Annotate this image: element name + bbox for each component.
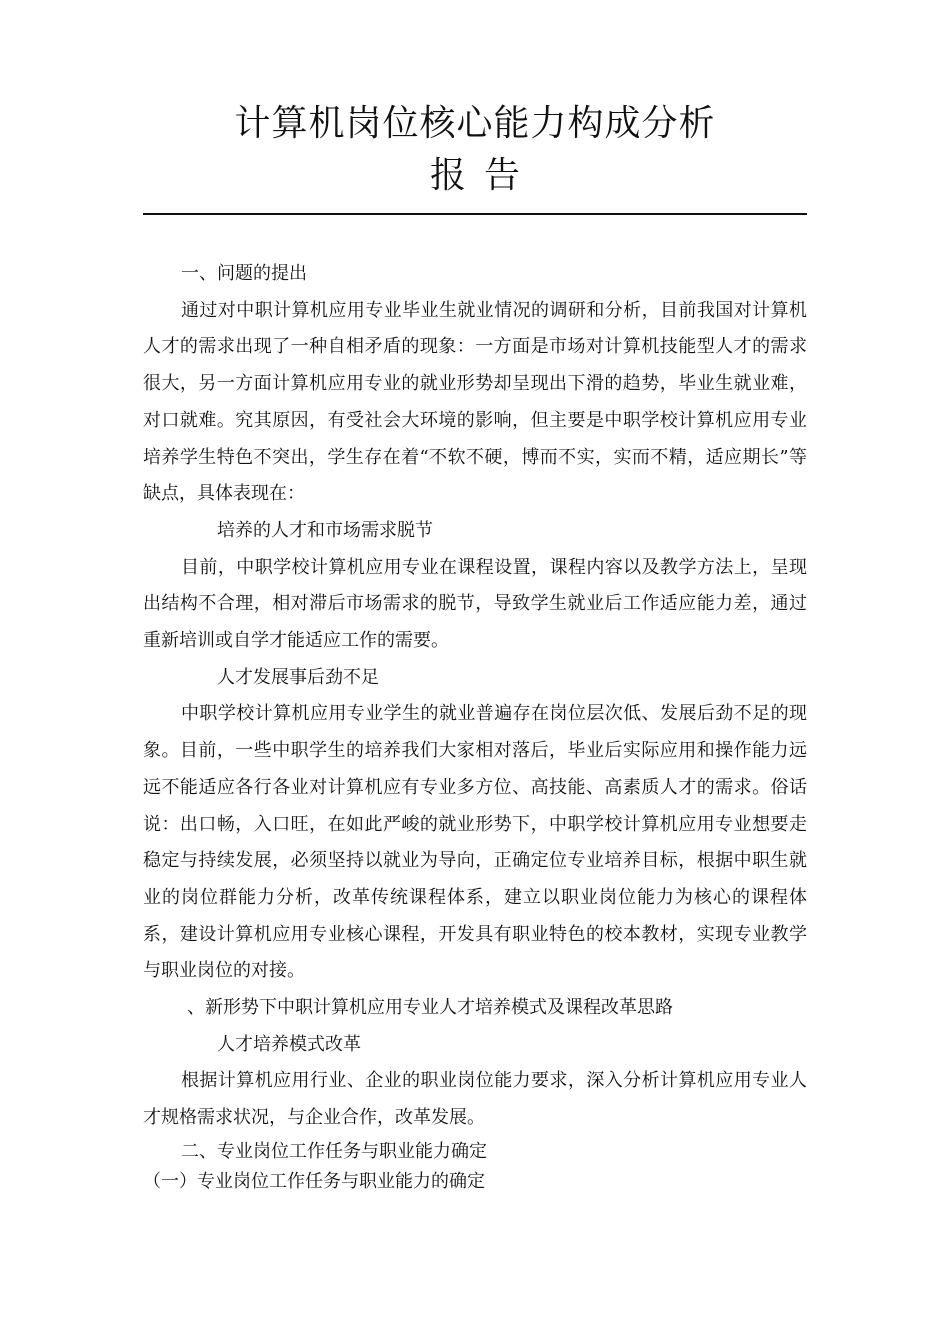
document-title: 计算机岗位核心能力构成分析	[234, 103, 716, 144]
subheading: 人才培养模式改革	[217, 1033, 361, 1055]
subsection-heading: （一）专业岗位工作任务与职业能力的确定	[143, 1170, 485, 1192]
subheading: 培养的人才和市场需求脱节	[217, 519, 433, 541]
section-heading-2: 二、专业岗位工作任务与职业能力确定	[181, 1140, 487, 1162]
paragraph: 根据计算机应用行业、企业的职业岗位能力要求，深入分析计算机应用专业人才规格需求状况，与企业合作，改革发展。	[143, 1070, 807, 1129]
title-divider	[143, 213, 807, 215]
document-subtitle: 报告	[429, 155, 538, 196]
paragraph: 目前，中职学校计算机应用专业在课程设置，课程内容以及教学方法上，呈现出结构不合理，相对滞后市场需求的脱节，导致学生就业后工作适应能力差，通过重新培训或自学才能适应工作的需要。	[143, 556, 807, 652]
document-body	[143, 256, 807, 1197]
section-heading-1: 一、问题的提出	[181, 263, 307, 284]
paragraph: 通过对中职计算机应用专业毕业生就业情况的调研和分析，目前我国对计算机人才的需求出现了一种自相矛盾的现象：一方面是市场对计算机技能型人才的需求很大，另一方面计算机应用专业的就业形势却呈现出下滑的趋势，毕业生就业难，对口就难。究其原因，有受社会大环境的影响，但主要是中职学校计算机应用专业培养学生特色不突出，学生存在着“不软不硬，博而不实，实而不精，适应期长”等缺点，具体表现在：	[143, 299, 807, 505]
subheading: 人才发展事后劲不足	[217, 666, 379, 688]
section-heading: 、新形势下中职计算机应用专业人才培养模式及课程改革思路	[187, 997, 673, 1019]
paragraph: 中职学校计算机应用专业学生的就业普遍存在岗位层次低、发展后劲不足的现象。目前，一些中职学生的培养我们大家相对落后，毕业后实际应用和操作能力远远不能适应各行各业对计算机应有专业多方位、高技能、高素质人才的需求。俗话说：出口畅，入口旺，在如此严峻的就业形势下，中职学校计算机应用专业想要走稳定与持续发展，必须坚持以就业为导向，正确定位专业培养目标，根据中职生就业的岗位群能力分析，改革传统课程体系，建立以职业岗位能力为核心的课程体系，建设计算机应用专业核心课程，开发具有职业特色的校本教材，实现专业教学与职业岗位的对接。	[143, 703, 807, 982]
